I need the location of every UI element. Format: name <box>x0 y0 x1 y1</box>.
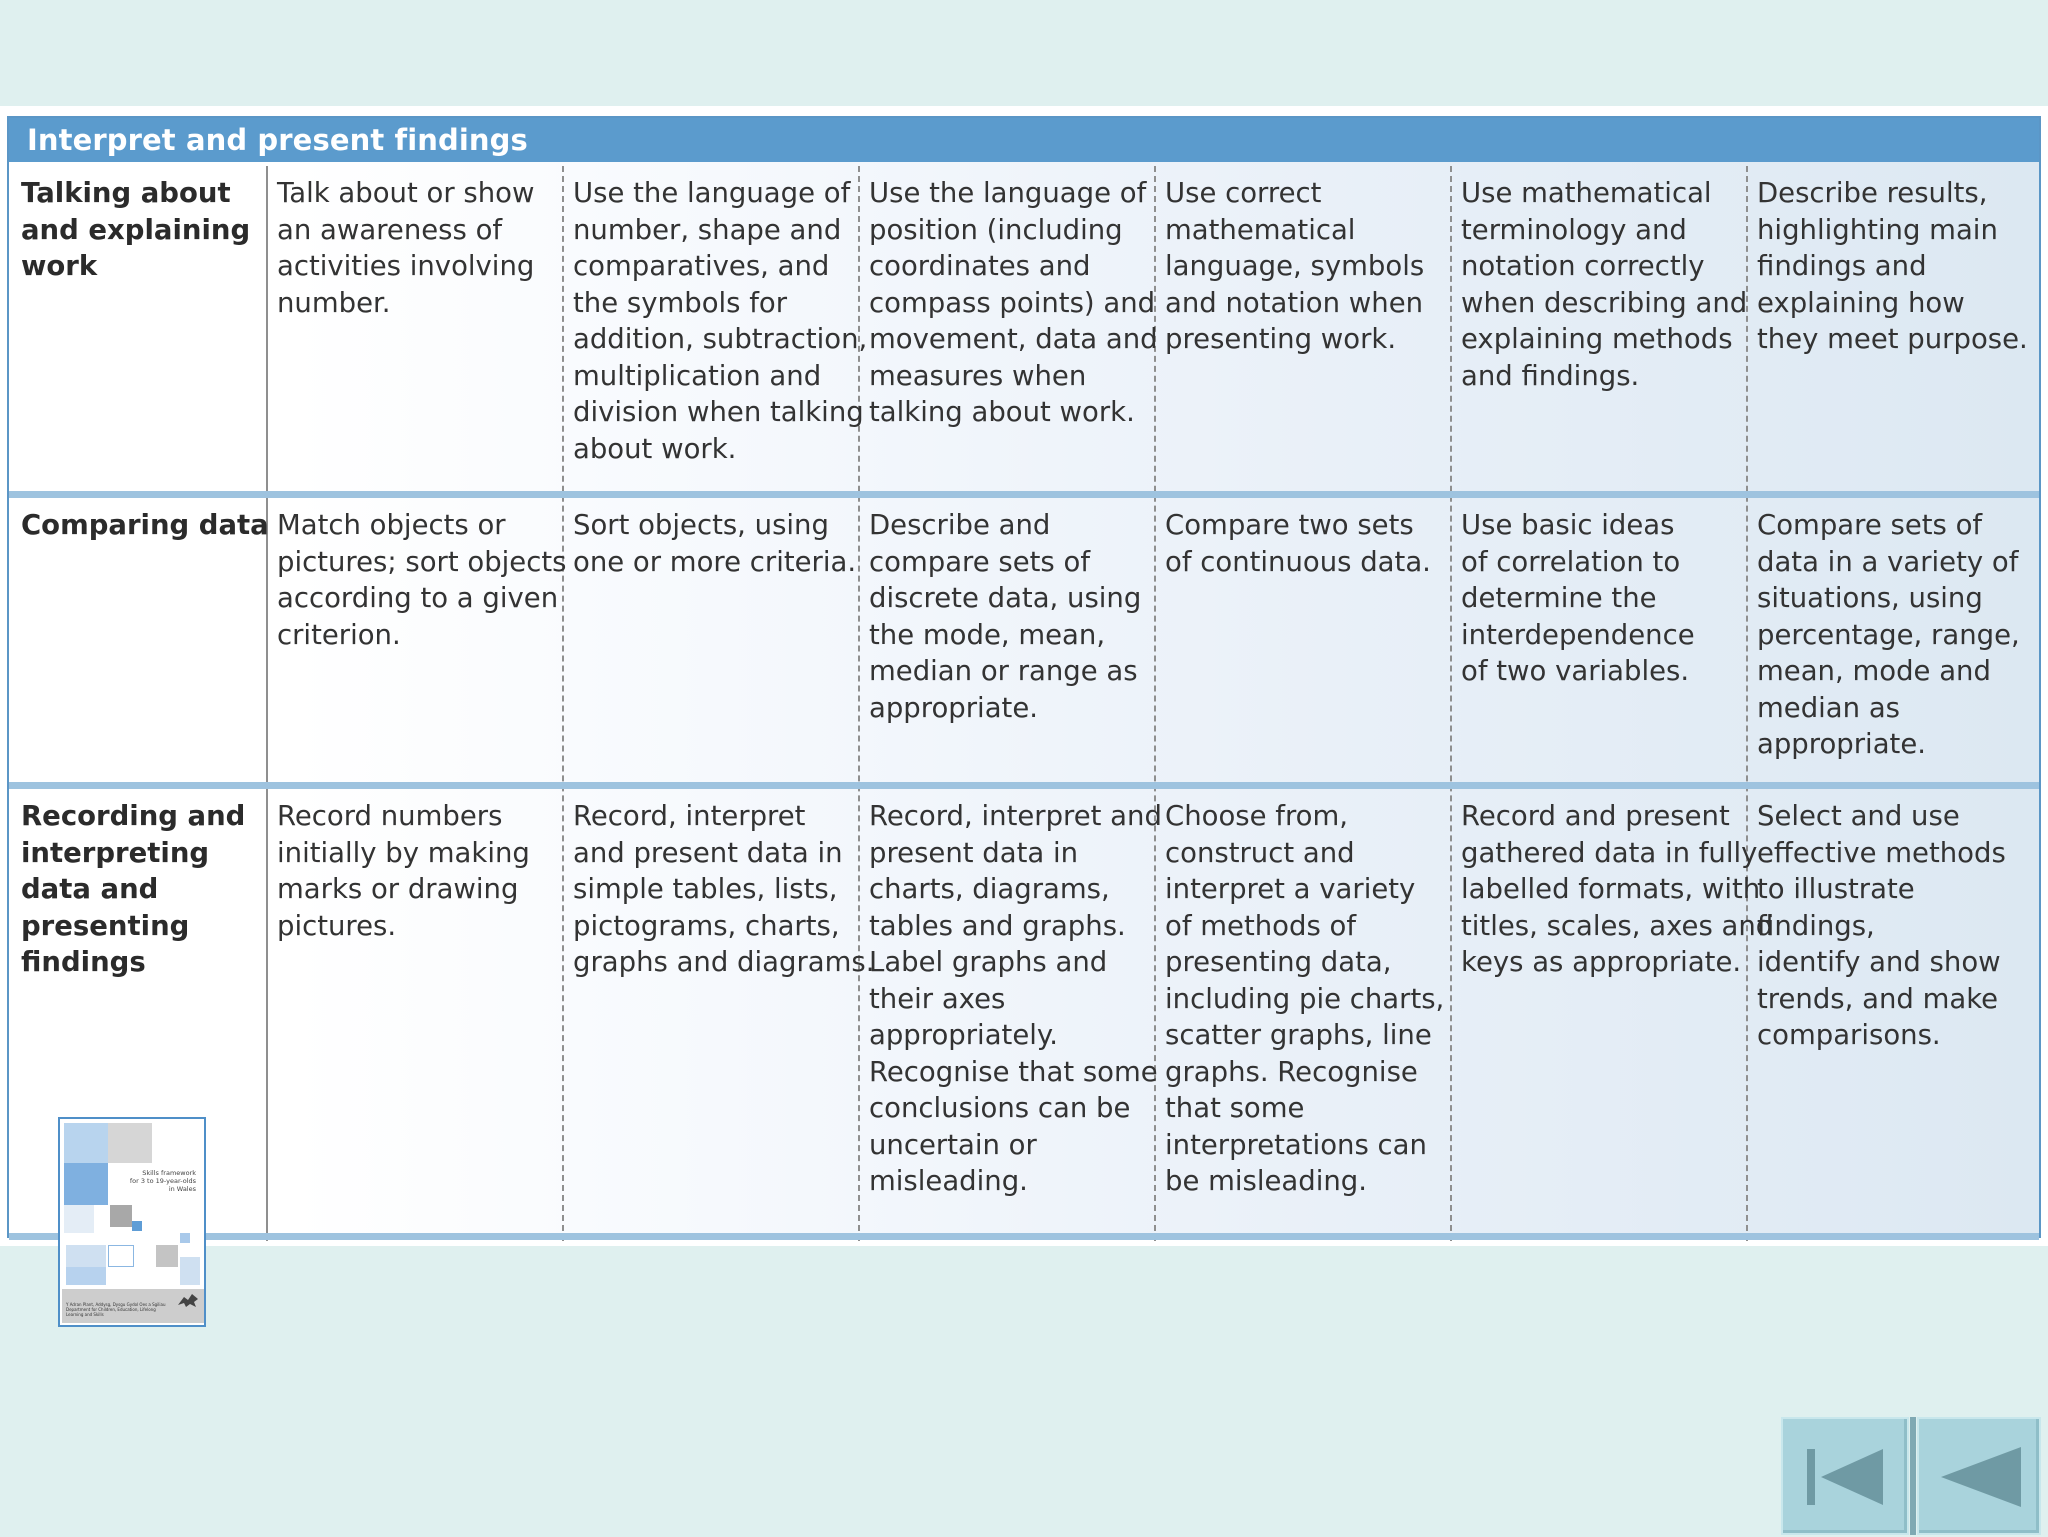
table-cell: Use the language of position (including coordinates and compass points) and movement, data and measures when talking about work. <box>869 177 1158 428</box>
table-cell: Compare two sets of continuous data. <box>1165 509 1431 578</box>
table-cell: Choose from, construct and interpret a variety of methods of presenting data, including pie charts, scatter graphs, line graphs. Recognise that some interpretations can be misleading. <box>1165 800 1445 1197</box>
skills-framework-cover-image <box>58 1117 206 1327</box>
welsh-dragon-logo-icon <box>176 1291 200 1309</box>
previous-slide-button[interactable] <box>1917 1417 2041 1535</box>
content-sheet <box>0 106 2048 1317</box>
column-divider <box>1450 166 1452 1241</box>
nav-divider <box>1910 1417 1916 1535</box>
column-divider <box>562 166 564 1241</box>
table-cell: Record and present gathered data in fully labelled formats, with titles, scales, axes and keys as appropriate. <box>1461 800 1774 978</box>
table-cell: Use the language of number, shape and comparatives, and the symbols for addition, subtraction, multiplication and division when talking about work. <box>573 177 868 465</box>
row-heading-recording: Recording and interpreting data and presenting findings <box>21 800 246 978</box>
row-separator <box>9 491 2039 498</box>
table-cell: Use correct mathematical language, symbols and notation when presenting work. <box>1165 177 1425 355</box>
row-separator <box>9 782 2039 789</box>
table-cell: Record numbers initially by making marks or drawing pictures. <box>277 800 530 942</box>
previous-icon <box>1919 1419 2039 1533</box>
first-slide-button[interactable] <box>1781 1417 1909 1535</box>
table-cell: Match objects or pictures; sort objects according to a given criterion. <box>277 509 567 651</box>
table-cell: Record, interpret and present data in simple tables, lists, pictograms, charts, graphs and diagrams. <box>573 800 875 978</box>
table-cell: Use mathematical terminology and notation correctly when describing and explaining methods and findings. <box>1461 177 1748 392</box>
table-cell: Use basic ideas of correlation to determine the interdependence of two variables. <box>1461 509 1695 687</box>
row-heading-comparing: Comparing data <box>21 509 269 541</box>
slide-navigation <box>1781 1417 2041 1535</box>
table-title: Interpret and present findings <box>9 118 2039 162</box>
table-cell: Compare sets of data in a variety of situations, using percentage, range, mean, mode and median as appropriate. <box>1757 509 2020 760</box>
table-cell: Sort objects, using one or more criteria. <box>573 509 857 578</box>
table-cell: Describe results, highlighting main findings and explaining how they meet purpose. <box>1757 177 2028 355</box>
cover-footer: Y Adran Plant, Addysg, Dysgu Gydol Oes a Sgiliau Department for Children, Education, Lifelong Learning and Skills <box>66 1302 166 1317</box>
table-cell: Talk about or show an awareness of activities involving number. <box>277 177 535 319</box>
table-cell: Select and use effective methods to illustrate findings, identify and show trends, and make comparisons. <box>1757 800 2006 1051</box>
findings-table <box>7 116 2041 1317</box>
table-cell: Record, interpret and present data in charts, diagrams, tables and graphs. Label graphs and their axes appropriately. Recognise that some conclusions can be uncertain or misleading. <box>869 800 1162 1197</box>
column-divider <box>266 166 268 1241</box>
table-cell: Describe and compare sets of discrete data, using the mode, mean, median or range as appropriate. <box>869 509 1142 724</box>
row-heading-talking: Talking about and explaining work <box>21 177 251 282</box>
cover-title: Skills framework for 3 to 19-year-olds in Wales <box>129 1169 196 1193</box>
skip-to-first-icon <box>1783 1419 1907 1533</box>
row-separator <box>9 1233 2039 1240</box>
